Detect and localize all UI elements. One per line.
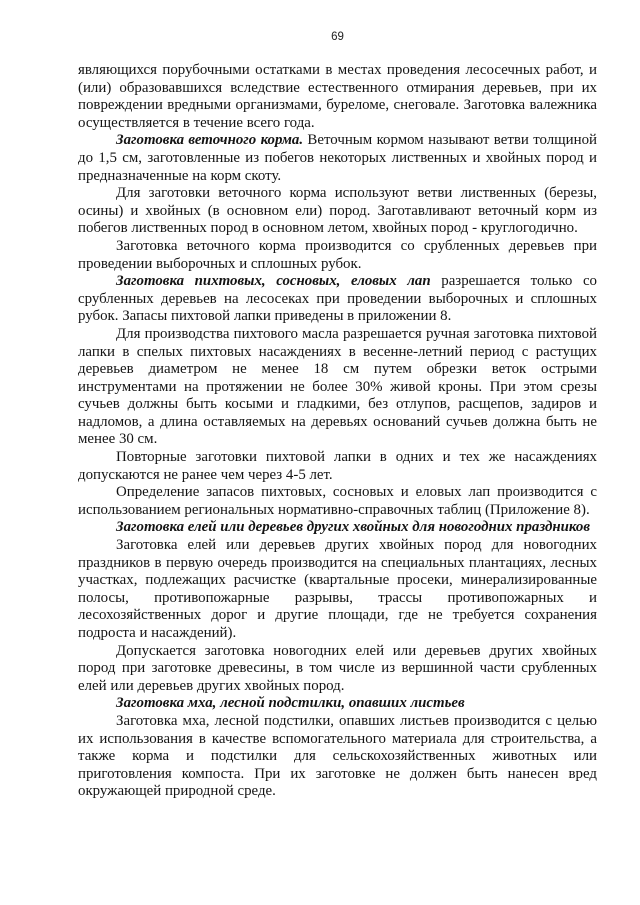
paragraph-text: разрешается только со срубленных деревьев на лесосеках при проведении выборочных и сплошных рубок. Запасы пихтовой лапки приведены в приложении 8. (78, 273, 597, 325)
document-page (78, 30, 597, 801)
section-heading: Заготовка мха, лесной подстилки, опавших листьев (116, 695, 465, 712)
inline-heading: Заготовка веточного корма. (116, 132, 304, 149)
paragraph: Заготовка мха, лесной подстилки, опавших листьев производится с целью их использования в качестве вспомогательного материала для строительства, а также корма и подстилки для сельскохозяйственных животных или приготовления компоста. При их заготовке не должен быть нанесен вред окружающей природной среде. (78, 712, 597, 800)
paragraph (78, 273, 597, 326)
inline-heading: Заготовка пихтовых, сосновых, еловых лап (116, 273, 431, 290)
paragraph (78, 132, 597, 185)
paragraph: Заготовка елей или деревьев других хвойных пород для новогодних праздников в первую очередь производится на специальных плантациях, лесных участках, подлежащих расчистке (квартальные просеки, минерализированные полосы, противопожарные разрывы, трассы противопожарных и лесохозяйственных дорог и другие площади, где не требуется сохранения подроста и насаждений). (78, 537, 597, 641)
page-number: 69 (331, 31, 344, 43)
paragraph: Заготовка веточного корма производится со срубленных деревьев при проведении выборочных и сплошных рубок. (78, 237, 597, 272)
paragraph: Для заготовки веточного корма используют ветви лиственных (березы, осины) и хвойных (в основном ели) пород. Заготавливают веточный корм из побегов лиственных пород в основном летом, хвойных пород - круглогодично. (78, 185, 597, 237)
section-heading: Заготовка елей или деревьев других хвойных для новогодних праздников (116, 519, 590, 536)
paragraph: Определение запасов пихтовых, сосновых и еловых лап производится с использованием региональных нормативно-справочных таблиц (Приложение 8). (78, 484, 597, 518)
paragraph: Повторные заготовки пихтовой лапки в одних и тех же насаждениях допускаются не ранее чем через 4-5 лет. (78, 449, 597, 483)
paragraph: являющихся порубочными остатками в местах проведения лесосечных работ, и (или) образовавшихся вследствие естественного отмирания деревьев, при их повреждении вредными организмами, буреломе, снеговале. Заготовка валежника осуществляется в течение всего года. (78, 62, 597, 131)
paragraph: Для производства пихтового масла разрешается ручная заготовка пихтовой лапки в спелых пихтовых насаждениях в весенне-летний период с растущих деревьев диаметром не менее 18 см путем обрезки веток острыми инструментами на протяжении не более 30% живой кроны. При этом срезы сучьев должны быть косыми и гладкими, без отлупов, расщепов, задиров и надломов, а длина оставляемых на деревьях оснований сучьев должна быть не менее 30 см. (78, 325, 597, 448)
paragraph-text: Веточным кормом называют ветви толщиной до 1,5 см, заготовленные из побегов некоторых лиственных и хвойных пород и предназначенные на корм скоту. (78, 132, 597, 184)
paragraph: Допускается заготовка новогодних елей или деревьев других хвойных пород при заготовке древесины, в том числе из вершинной части срубленных елей или деревьев других хвойных пород. (78, 642, 597, 694)
